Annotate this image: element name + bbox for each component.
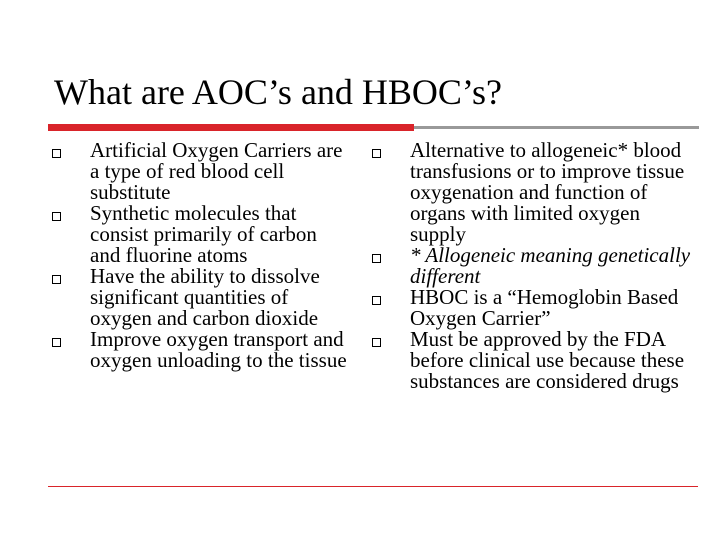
- square-bullet-icon: [52, 149, 61, 158]
- square-bullet-icon: [372, 149, 381, 158]
- square-bullet-icon: [52, 275, 61, 284]
- square-bullet-icon: [372, 338, 381, 347]
- right-bullet-list: [372, 140, 697, 392]
- slide-title: What are AOC’s and HBOC’s?: [54, 72, 502, 112]
- square-bullet-icon: [372, 254, 381, 263]
- bottom-rule: [48, 486, 698, 487]
- list-item-footnote: * Allogeneic meaning genetically different: [372, 245, 697, 287]
- left-bullet-list: [52, 140, 352, 371]
- list-item: Synthetic molecules that consist primarily of carbon and fluorine atoms: [52, 203, 352, 266]
- list-item: HBOC is a “Hemoglobin Based Oxygen Carrier”: [372, 287, 697, 329]
- square-bullet-icon: [52, 338, 61, 347]
- square-bullet-icon: [52, 212, 61, 221]
- list-item: Artificial Oxygen Carriers are a type of red blood cell substitute: [52, 140, 352, 203]
- title-underline-red: [48, 124, 414, 131]
- title-underline-gray: [414, 126, 699, 129]
- list-item: Alternative to allogeneic* blood transfusions or to improve tissue oxygenation and function of organs with limited oxygen supply: [372, 140, 697, 245]
- list-item: Improve oxygen transport and oxygen unloading to the tissue: [52, 329, 352, 371]
- list-item: Must be approved by the FDA before clinical use because these substances are considered drugs: [372, 329, 697, 392]
- list-item: Have the ability to dissolve significant quantities of oxygen and carbon dioxide: [52, 266, 352, 329]
- square-bullet-icon: [372, 296, 381, 305]
